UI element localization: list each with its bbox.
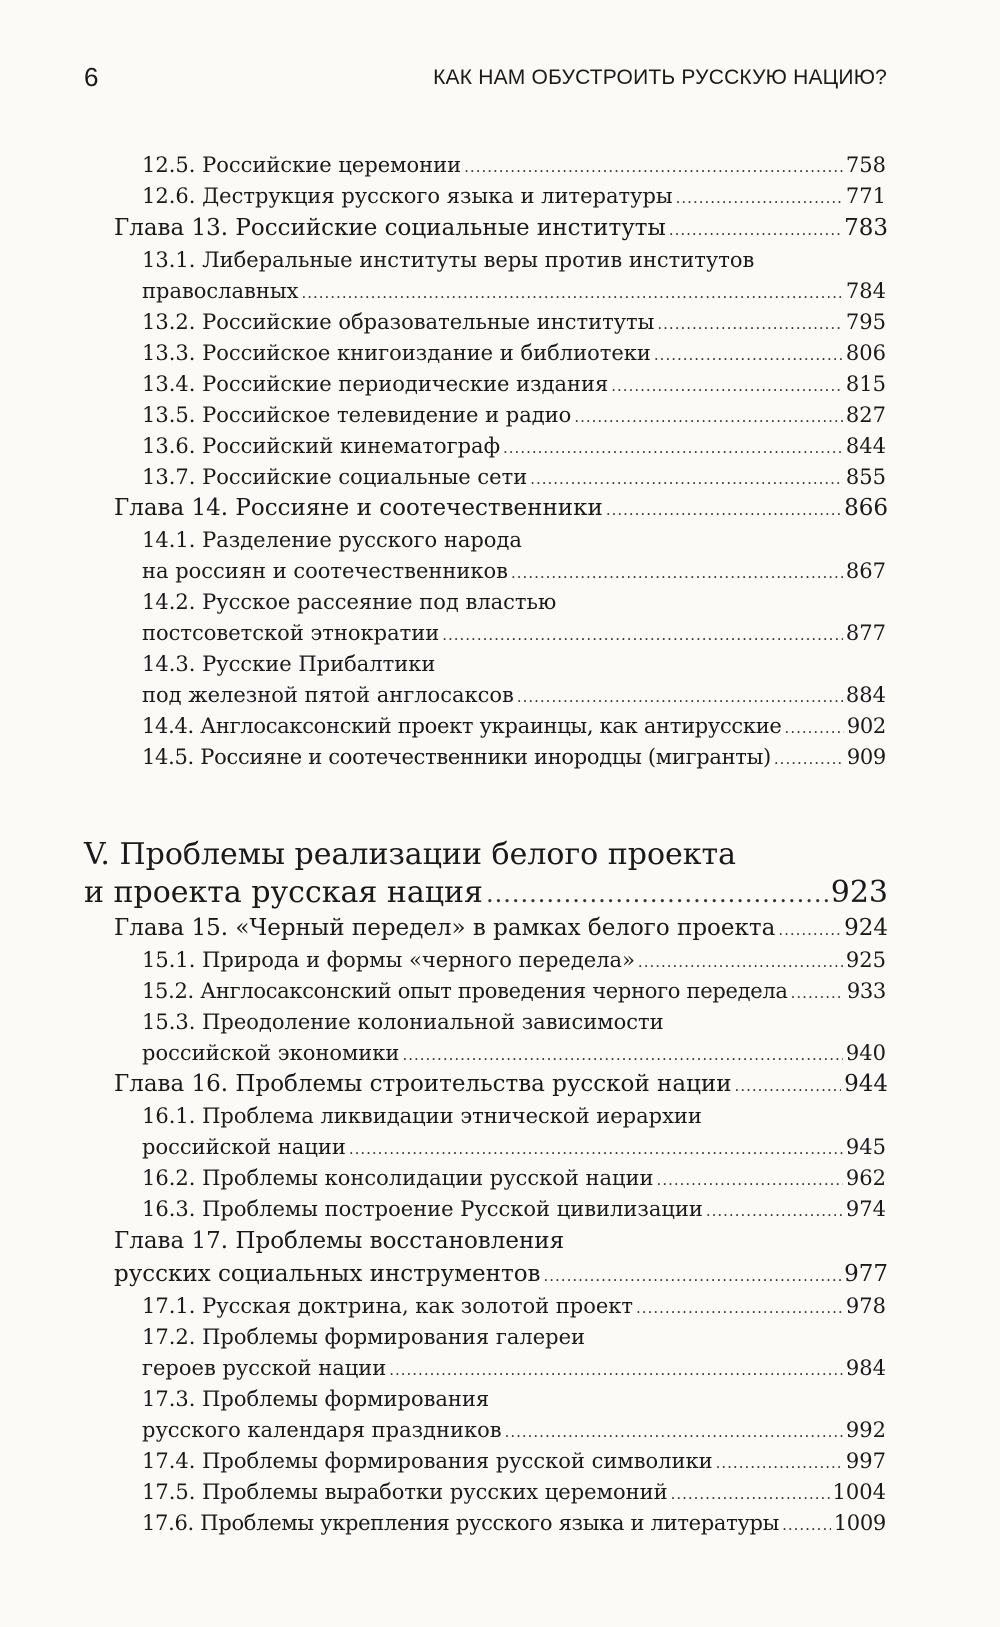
toc-entry-13-3: [142, 338, 886, 370]
toc-entry-page: 940: [845, 1041, 886, 1065]
leader-dots: [671, 1479, 830, 1509]
leader-dots: [402, 1040, 842, 1070]
leader-dots: [657, 309, 843, 339]
toc-chapter-page: 944: [844, 1071, 888, 1097]
toc-entry-page: 815: [845, 372, 886, 396]
toc-chapter-page: 866: [844, 495, 888, 521]
toc-chapter-title: Глава 13. Российские социальные институты: [114, 215, 666, 241]
leader-dots: [442, 620, 843, 650]
leader-dots: [716, 1448, 843, 1478]
toc-entry-title: 12.6. Деструкция русского языка и литературы: [142, 184, 673, 208]
toc-entry-17-6: [142, 1508, 886, 1540]
toc-part-5: [84, 874, 888, 913]
toc-entry-title: 13.5. Российское телевидение и радио: [142, 403, 572, 427]
toc-entry-17-2-line1: 17.2. Проблемы формирования галереи: [142, 1325, 585, 1349]
toc-entry-title: 14.4. Англосаксонский проект украинцы, как антирусские: [142, 714, 782, 738]
leader-dots: [778, 914, 841, 946]
toc-entry-13-2: [142, 307, 886, 339]
toc-entry-title: 13.7. Российские социальные сети: [142, 465, 528, 489]
toc-entry-14-1-line1: 14.1. Разделение русского народа: [142, 528, 522, 552]
toc-entry-13-4: [142, 369, 886, 401]
leader-dots: [785, 713, 844, 743]
toc-chapter-17-line1: Глава 17. Проблемы восстановления: [114, 1228, 565, 1254]
toc-entry-title: 17.5. Проблемы выработки русских церемоний: [142, 1480, 668, 1504]
toc-entry-15-2: [142, 976, 886, 1008]
toc-entry-page: 1004: [832, 1480, 886, 1504]
leader-dots: [301, 278, 842, 308]
toc-entry-13-5: [142, 400, 886, 432]
leader-dots: [657, 1165, 843, 1195]
toc-entry-16-3: [142, 1194, 886, 1226]
toc-entry-page: 827: [845, 403, 886, 427]
toc-entry-17-4: [142, 1446, 886, 1478]
toc-entry-title: 13.2. Российские образовательные институты: [142, 310, 655, 334]
toc-entry-title: под железной пятой англосаксов: [142, 683, 514, 707]
leader-dots: [676, 183, 843, 213]
toc-entry-17-3: [142, 1415, 886, 1447]
leader-dots: [389, 1355, 843, 1385]
toc-entry-title: на россиян и соотечественников: [142, 559, 509, 583]
toc-entry-page: 962: [845, 1166, 886, 1190]
toc-entry-page: 1009: [833, 1511, 886, 1535]
toc-entry-title: 17.4. Проблемы формирования русской символики: [142, 1449, 713, 1473]
toc-entry-15-3: [142, 1038, 886, 1070]
running-title: КАК НАМ ОБУСТРОИТЬ РУССКУЮ НАЦИЮ?: [433, 66, 887, 89]
toc-entry-page: 933: [846, 979, 886, 1003]
toc-part-page: 923: [830, 875, 888, 910]
toc-entry-title: 13.4. Российские периодические издания: [142, 372, 609, 396]
leader-dots: [505, 1417, 843, 1447]
leader-dots: [611, 371, 843, 401]
leader-dots: [636, 1293, 843, 1323]
toc-chapter-title: русских социальных инструментов: [114, 1261, 541, 1287]
toc-entry-title: героев русской нации: [142, 1356, 387, 1380]
toc-entry-page: 784: [845, 279, 886, 303]
toc-entry-13-1: [142, 276, 886, 308]
toc-part-title: и проекта русская нация: [84, 875, 483, 910]
leader-dots: [349, 1134, 843, 1164]
toc-entry-title: российской экономики: [142, 1041, 400, 1065]
toc-entry-page: 984: [845, 1356, 886, 1380]
leader-dots: [782, 1510, 831, 1540]
toc-chapter-title: Глава 16. Проблемы строительства русской нации: [114, 1071, 732, 1097]
leader-dots: [606, 494, 841, 526]
toc-entry-page: 978: [845, 1294, 886, 1318]
toc-entry-title: российской нации: [142, 1135, 346, 1159]
leader-dots: [517, 682, 843, 712]
leader-dots: [638, 947, 843, 977]
toc-entry-14-1: [142, 556, 886, 588]
toc-entry-page: 884: [845, 683, 886, 707]
toc-entry-page: 909: [846, 745, 886, 769]
leader-dots: [464, 152, 843, 182]
toc-entry-17-1: [142, 1291, 886, 1323]
toc-entry-title: 15.2. Англосаксонский опыт проведения черного передела: [142, 979, 788, 1003]
toc-entry-12-6: [142, 181, 886, 213]
toc-entry-page: 992: [845, 1418, 886, 1442]
toc-entry-page: 902: [846, 714, 886, 738]
leader-dots: [654, 340, 843, 370]
toc-entry-title: православных: [142, 279, 299, 303]
leader-dots: [530, 464, 843, 494]
toc-entry-page: 925: [845, 948, 886, 972]
toc-entry-13-1-line1: 13.1. Либеральные институты веры против институтов: [142, 248, 755, 272]
toc-entry-page: 758: [845, 153, 886, 177]
toc-entry-title: 16.3. Проблемы построение Русской цивилизации: [142, 1197, 703, 1221]
toc-entry-title: 13.3. Российское книгоиздание и библиотеки: [142, 341, 651, 365]
toc-entry-page: 771: [845, 184, 886, 208]
toc-chapter-page: 783: [844, 215, 888, 241]
leader-dots: [544, 1260, 842, 1292]
leader-dots: [669, 214, 841, 246]
toc-chapter-15: [114, 912, 888, 946]
toc-entry-17-2: [142, 1353, 886, 1385]
leader-dots: [574, 402, 843, 432]
toc-entry-16-1: [142, 1132, 886, 1164]
toc-entry-page: 877: [845, 621, 886, 645]
leader-dots: [503, 433, 843, 463]
toc-entry-14-2-line1: 14.2. Русское рассеяние под властью: [142, 590, 557, 614]
toc-entry-title: 16.2. Проблемы консолидации русской нации: [142, 1166, 654, 1190]
leader-dots: [791, 978, 844, 1008]
toc-entry-13-6: [142, 431, 886, 463]
toc-entry-title: 15.1. Природа и формы «черного передела»: [142, 948, 635, 972]
toc-entry-17-3-line1: 17.3. Проблемы формирования: [142, 1387, 490, 1411]
leader-dots: [774, 744, 844, 774]
toc-entry-title: русского календаря праздников: [142, 1418, 502, 1442]
toc-entry-page: 806: [845, 341, 886, 365]
toc-entry-title: постсоветской этнократии: [142, 621, 440, 645]
toc-entry-14-5: [142, 742, 886, 774]
toc-entry-16-2: [142, 1163, 886, 1195]
toc-entry-title: 17.1. Русская доктрина, как золотой проект: [142, 1294, 634, 1318]
leader-dots: [706, 1196, 843, 1226]
toc-chapter-17: [114, 1258, 888, 1292]
toc-entry-14-3-line1: 14.3. Русские Прибалтики: [142, 652, 436, 676]
toc-entry-17-5: [142, 1477, 886, 1509]
toc-entry-12-5: [142, 150, 886, 182]
toc-entry-page: 855: [845, 465, 886, 489]
toc-chapter-title: Глава 14. Россияне и соотечественники: [114, 495, 603, 521]
toc-chapter-title: Глава 15. «Черный передел» в рамках белого проекта: [114, 915, 776, 941]
toc-entry-page: 945: [845, 1135, 886, 1159]
toc-chapter-page: 977: [844, 1261, 888, 1287]
toc-entry-14-2: [142, 618, 886, 650]
toc-entry-page: 997: [845, 1449, 886, 1473]
toc-entry-15-1: [142, 945, 886, 977]
toc-entry-page: 974: [845, 1197, 886, 1221]
toc-entry-page: 795: [845, 310, 886, 334]
page-number: 6: [84, 62, 99, 92]
toc-chapter-16: [114, 1068, 888, 1102]
toc-entry-16-1-line1: 16.1. Проблема ликвидации этнической иерархии: [142, 1104, 702, 1128]
toc-entry-15-3-line1: 15.3. Преодоление колониальной зависимости: [142, 1010, 664, 1034]
toc-entry-14-4: [142, 711, 886, 743]
toc-entry-page: 867: [845, 559, 886, 583]
toc-entry-14-3: [142, 680, 886, 712]
toc-entry-title: 14.5. Россияне и соотечественники инородцы (мигранты): [142, 745, 771, 769]
toc-chapter-13: [114, 212, 888, 246]
toc-part-5-line1: V. Проблемы реализации белого проекта: [84, 837, 737, 872]
toc-entry-title: 13.6. Российский кинематограф: [142, 434, 501, 458]
leader-dots: [511, 558, 843, 588]
leader-dots: [486, 875, 828, 913]
leader-dots: [735, 1070, 842, 1102]
toc-entry-13-7: [142, 462, 886, 494]
toc-entry-page: 844: [845, 434, 886, 458]
toc-entry-title: 12.5. Российские церемонии: [142, 153, 462, 177]
toc-chapter-14: [114, 492, 888, 526]
toc-entry-title: 17.6. Проблемы укрепления русского языка и литературы: [142, 1511, 780, 1535]
toc-chapter-page: 924: [844, 915, 888, 941]
